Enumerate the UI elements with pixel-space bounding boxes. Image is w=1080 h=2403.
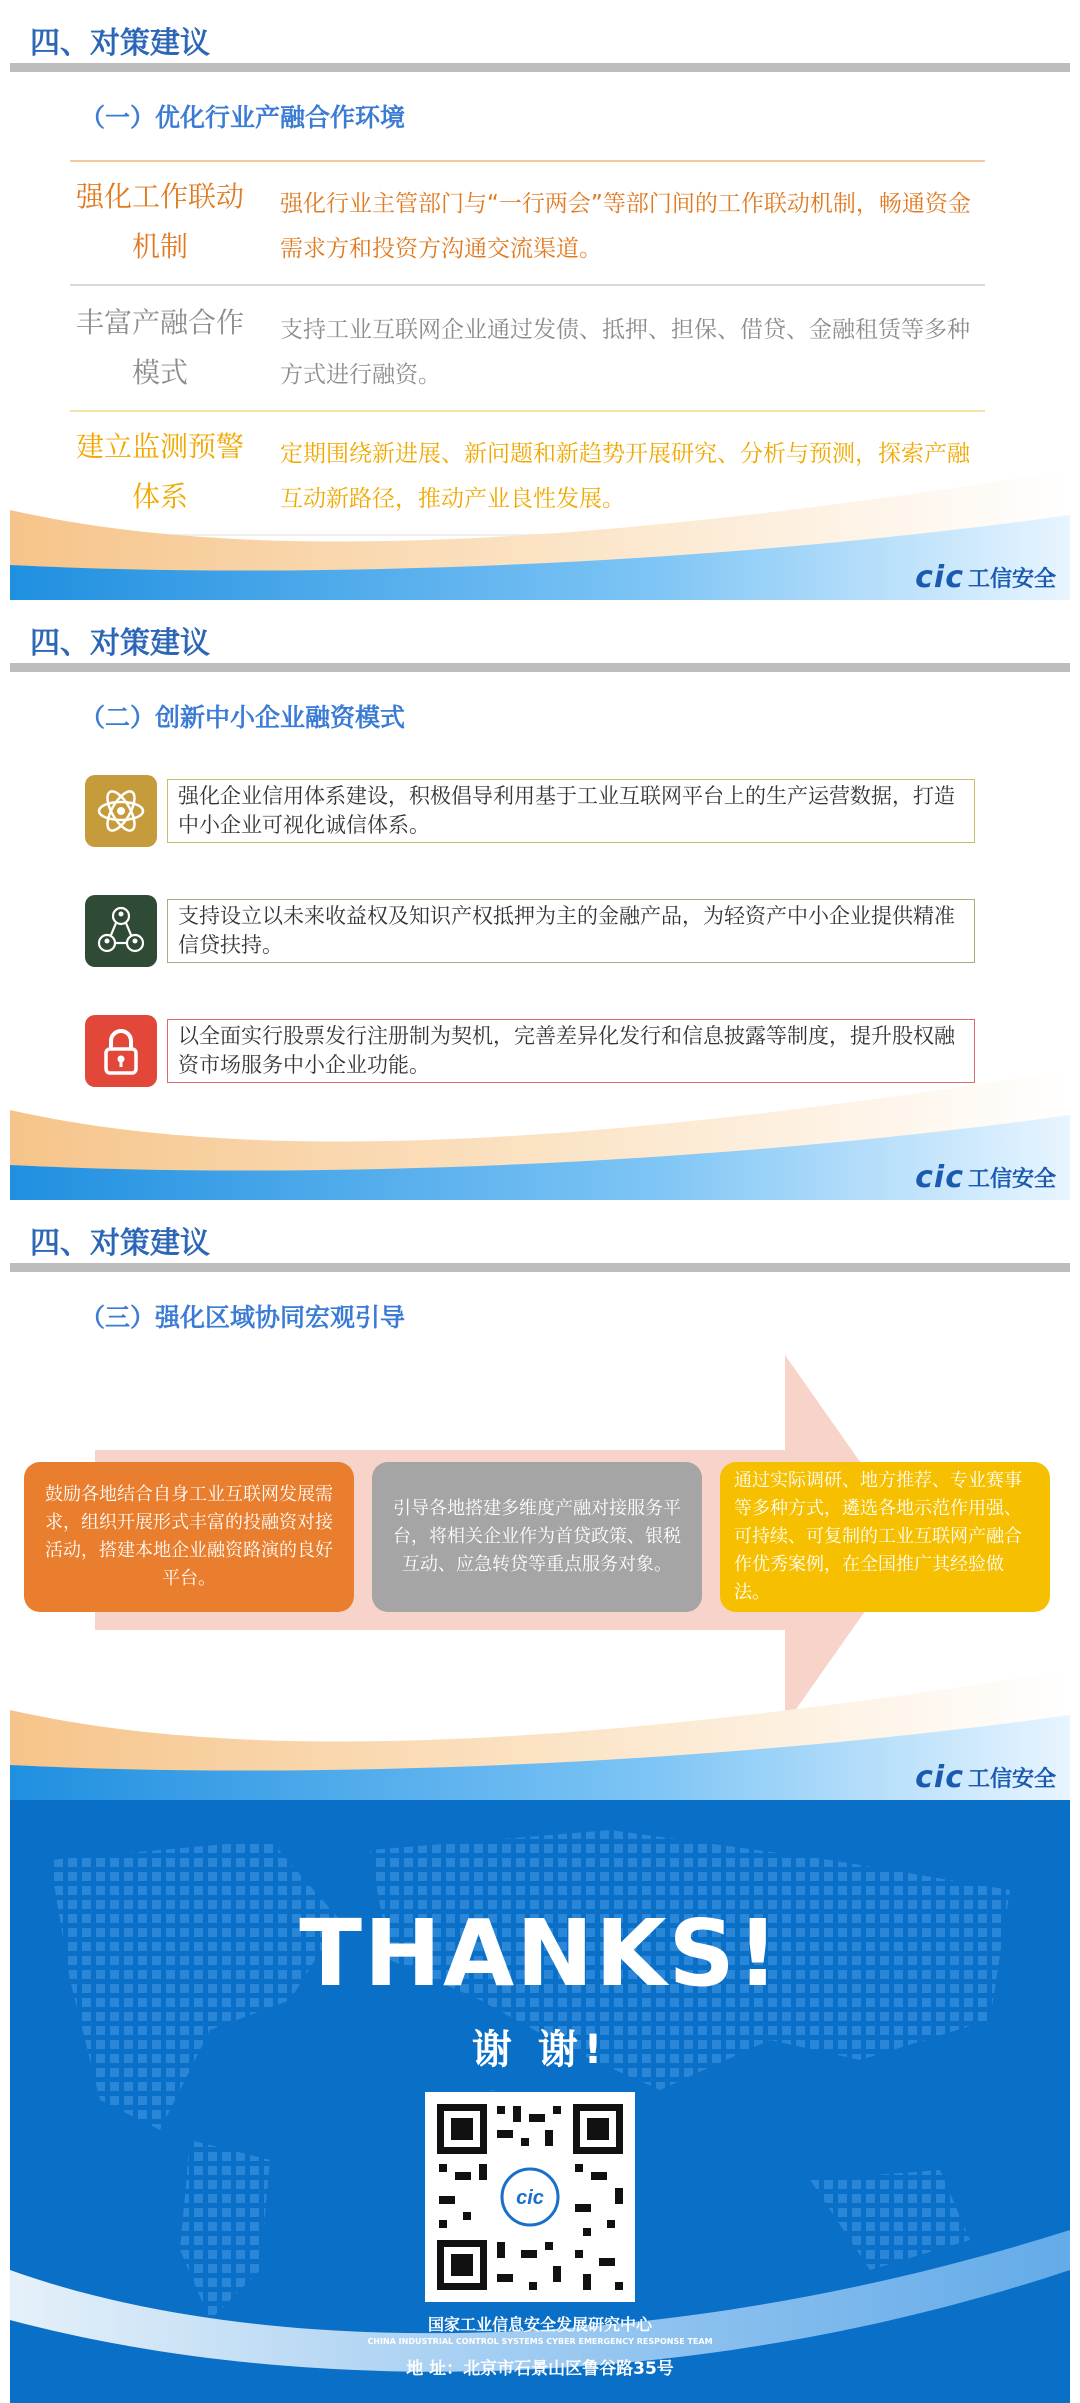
item-text: 支持设立以未来收益权及知识产权抵押为主的金融产品，为轻资产中小企业提供精准信贷扶持。	[167, 899, 975, 963]
strategy-card: 引导各地搭建多维度产融对接服务平台，将相关企业作为首贷政策、银税互动、应急转贷等重点服务对象。	[372, 1462, 702, 1612]
cic-logo	[915, 560, 1056, 595]
thanks-chinese: 谢 谢!	[471, 2027, 609, 2073]
row-category: 丰富产融合作模式	[75, 306, 244, 389]
footer-wave	[10, 1670, 1070, 1800]
item-text: 强化企业信用体系建设，积极倡导利用基于工业互联网平台上的生产运营数据，打造中小企业可视化诚信体系。	[167, 779, 975, 843]
title-divider	[10, 663, 1070, 672]
section-title: 四、对策建议	[30, 26, 210, 61]
section-title: 四、对策建议	[30, 1226, 210, 1261]
row-description: 强化行业主管部门与“一行两会”等部门间的工作联动机制，畅通资金需求方和投资方沟通交流渠道。	[280, 191, 971, 262]
logo-name: 工信安全	[967, 1767, 1056, 1792]
strategy-card: 通过实际调研、地方推荐、专业赛事等多种方式，遴选各地示范作用强、可持续、可复制的工业互联网产融合作优秀案例，在全国推广其经验做法。	[720, 1462, 1050, 1612]
slide-regional-coordination	[10, 1200, 1070, 1800]
organization-name-en: CHINA INDUSTRIAL CONTROL SYSTEMS CYBER EMERGENCY RESPONSE TEAM	[367, 2337, 713, 2346]
slide-subtitle: （三）强化区域协同宏观引导	[80, 1303, 406, 1332]
logo-mark: cic	[915, 1160, 964, 1195]
cic-logo	[915, 1760, 1056, 1795]
atom-icon	[85, 775, 157, 847]
footer-wave	[10, 1070, 1070, 1200]
strategy-card: 鼓励各地结合自身工业互联网发展需求，组织开展形式丰富的投融资对接活动，搭建本地企业融资路演的良好平台。	[24, 1462, 354, 1612]
slide-subtitle: （一）优化行业产融合作环境	[80, 103, 406, 132]
row-category: 强化工作联动机制	[75, 180, 244, 263]
row-description: 定期围绕新进展、新问题和新趋势开展研究、分析与预测，探索产融互动新路径，推动产业良性发展。	[280, 441, 970, 512]
qr-code	[425, 2092, 635, 2302]
cic-logo	[915, 1160, 1056, 1195]
footer-wave	[10, 470, 1070, 600]
slide-thanks	[10, 1800, 1070, 2403]
qr-center-logo: cic	[516, 2187, 544, 2209]
section-title: 四、对策建议	[30, 626, 210, 661]
slide-subtitle: （二）创新中小企业融资模式	[80, 703, 406, 732]
table-line	[70, 410, 985, 412]
logo-name: 工信安全	[967, 567, 1056, 592]
item-text: 以全面实行股票发行注册制为契机，完善差异化发行和信息披露等制度，提升股权融资市场服务中小企业功能。	[167, 1019, 975, 1083]
organization-name: 国家工业信息安全发展研究中心	[427, 2315, 652, 2334]
logo-mark: cic	[915, 1760, 964, 1795]
title-divider	[10, 63, 1070, 72]
list-item	[85, 775, 975, 847]
slide-industry-finance-environment	[10, 0, 1070, 600]
address: 地 址：北京市石景山区鲁谷路35号	[406, 2359, 674, 2379]
list-item	[85, 895, 975, 967]
row-category: 建立监测预警体系	[75, 430, 244, 513]
slide-sme-financing	[10, 600, 1070, 1200]
logo-name: 工信安全	[967, 1167, 1056, 1192]
table-line	[70, 284, 985, 286]
row-description: 支持工业互联网企业通过发债、抵押、担保、借贷、金融租赁等多种方式进行融资。	[280, 317, 970, 388]
thanks-title: THANKS!	[299, 1900, 781, 2007]
table-line	[70, 160, 985, 162]
title-divider	[10, 1263, 1070, 1272]
people-network-icon	[85, 895, 157, 967]
logo-mark: cic	[915, 560, 964, 595]
